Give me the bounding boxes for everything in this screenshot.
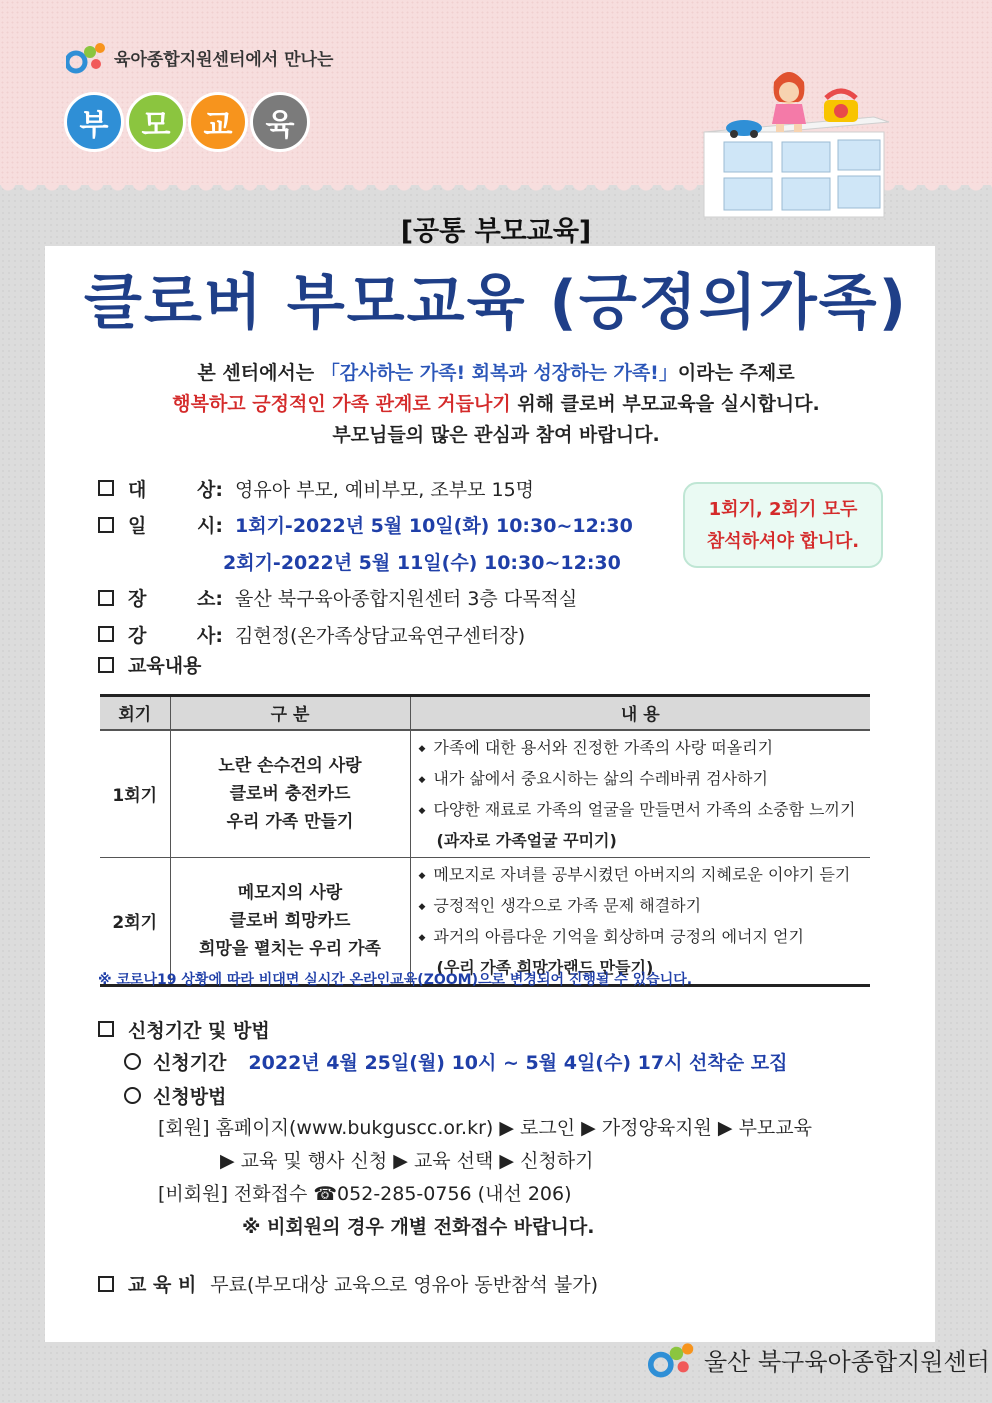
- circle-bullet-icon: [124, 1053, 141, 1070]
- title-circles: [64, 92, 310, 152]
- content-item: ◆ 긍정적인 생각으로 가족 문제 해결하기: [419, 892, 863, 923]
- apply-period-label: 신청기간: [153, 1051, 227, 1074]
- info-date-label: [128, 511, 223, 538]
- circle-gyo: 교: [188, 92, 248, 152]
- apply-method: [124, 1078, 812, 1112]
- apply-period-value: 2022년 4월 25일(월) 10시 ~ 5월 4일(수) 17시 선착순 모집: [248, 1051, 788, 1074]
- intro-line3: 부모님들의 많은 관심과 참여 바랍니다.: [332, 424, 660, 446]
- label-part: 사:: [197, 624, 223, 647]
- section-item: 우리 가족 만들기: [226, 811, 354, 832]
- content-item: ◆ 다양한 재료로 가족의 얼굴을 만들면서 가족의 소중함 느끼기: [419, 796, 863, 827]
- header-subtitle: 육아종합지원센터에서 만나는: [114, 49, 334, 70]
- content-heading: [98, 651, 201, 678]
- intro-highlight: 행복하고 긍정적인 가족 관계로 거듭나기: [172, 393, 511, 415]
- section-item: 클로버 희망카드: [229, 910, 351, 931]
- nonmember-method: [비회원] 전화접수 ☎052-285-0756 (내선 206): [158, 1183, 572, 1205]
- header-round: 회기: [100, 696, 170, 730]
- checkbox-icon: [98, 1276, 114, 1292]
- circle-bu: 부: [64, 92, 124, 152]
- label-part: 소:: [197, 588, 223, 611]
- member-method-line1: [회원] 홈페이지(www.bukguscc.or.kr) ▶ 로그인 ▶ 가정양육지원 ▶ 부모교육: [158, 1117, 812, 1139]
- label-part: 대: [128, 478, 147, 501]
- fee-row: [98, 1270, 598, 1297]
- checkbox-icon: [98, 626, 114, 642]
- content-item: ◆ 메모지로 자녀를 공부시켰던 아버지의 지혜로운 이야기 듣기: [419, 861, 863, 892]
- content-item: ◆ 과거의 아름다운 기억을 회상하며 긍정의 에너지 얻기: [419, 923, 863, 954]
- row-contents: [410, 730, 870, 858]
- content-item: ◆ 내가 삶에서 중요시하는 삶의 수레바퀴 검사하기: [419, 765, 863, 796]
- info-date: [98, 507, 633, 544]
- footer-org-name: 울산 북구육아종합지원센터: [704, 1347, 990, 1376]
- info-list: [98, 470, 633, 653]
- covid-note: ※ 코로나19 상황에 따라 비대면 실시간 온라인교육(ZOOM)으로 변경되어 진행될 수 있습니다.: [98, 972, 693, 988]
- fee-value: 무료(부모대상 교육으로 영유아 동반참석 불가): [210, 1274, 599, 1296]
- page-title: 클로버 부모교육 (긍정의가족): [83, 268, 909, 338]
- member-method-line2: ▶ 교육 및 행사 신청 ▶ 교육 선택 ▶ 신청하기: [220, 1150, 594, 1172]
- section-item: 노란 손수건의 사랑: [218, 755, 362, 776]
- info-target-value: 영유아 부모, 예비부모, 조부모 15명: [235, 478, 535, 501]
- row-sections: [170, 730, 410, 858]
- label-part: 상:: [197, 478, 223, 501]
- info-target-label: [128, 475, 223, 502]
- apply-heading-label: 신청기간 및 방법: [128, 1019, 270, 1042]
- method-details: [158, 1112, 812, 1244]
- info-place-value: 울산 북구육아종합지원센터 3층 다목적실: [235, 588, 578, 611]
- category-label: [공통 부모교육]: [400, 216, 592, 247]
- table-row: [100, 857, 870, 985]
- section-item: 클로버 충전카드: [229, 783, 351, 804]
- table-row: [100, 730, 870, 858]
- circle-bullet-icon: [124, 1087, 141, 1104]
- content-item: ◆ 가족에 대한 용서와 진정한 가족의 사랑 떠올리기: [419, 734, 863, 765]
- info-lecturer-label: [128, 621, 223, 648]
- row-round: 1회기: [100, 730, 170, 858]
- intro-line1-post: 이라는 주제로: [677, 362, 795, 384]
- label-part: 시:: [197, 515, 223, 538]
- checkbox-icon: [98, 1021, 114, 1037]
- info-lecturer: [98, 616, 633, 653]
- checkbox-icon: [98, 517, 114, 533]
- toy-shelf-illustration: [694, 62, 894, 222]
- intro-text: [0, 358, 992, 451]
- circle-mo: 모: [126, 92, 186, 152]
- content-activity: (우리 가족 희망가랜드 만들기): [436, 957, 654, 977]
- intro-line2-post: 위해 클로버 부모교육을 실시합니다.: [510, 393, 820, 415]
- info-lecturer-value: 김현정(온가족상담교육연구센터장): [235, 624, 526, 647]
- row-round: 2회기: [100, 857, 170, 985]
- apply-heading: [98, 1014, 812, 1044]
- info-place: [98, 580, 633, 617]
- info-target: [98, 470, 633, 507]
- label-part: 일: [128, 515, 147, 538]
- nonmember-note: ※ 비회원의 경우 개별 전화접수 바랍니다.: [242, 1216, 595, 1238]
- info-date1-value: 1회기-2022년 5월 10일(화) 10:30~12:30: [235, 515, 633, 538]
- content-heading-label: 교육내용: [128, 655, 202, 677]
- apply-section: [98, 1014, 812, 1244]
- apply-period: [124, 1044, 812, 1078]
- schedule-table: [100, 694, 870, 987]
- label-part: 장: [128, 588, 147, 611]
- section-item: 희망을 펼치는 우리 가족: [199, 938, 381, 959]
- notice-line2: 참석하셔야 합니다.: [706, 531, 860, 552]
- checkbox-icon: [98, 590, 114, 606]
- header-content: 내 용: [410, 696, 870, 730]
- intro-line1-pre: 본 센터에서는: [197, 362, 321, 384]
- sprout-logo-icon: [648, 1340, 696, 1378]
- footer-logo: [648, 1340, 990, 1378]
- info-date2-value: 2회기-2022년 5월 11일(수) 10:30~12:30: [223, 551, 621, 574]
- row-contents: [410, 857, 870, 985]
- sprout-logo-icon: [66, 40, 106, 74]
- row-sections: [170, 857, 410, 985]
- checkbox-icon: [98, 657, 114, 673]
- fee-label: 교 육 비: [128, 1274, 197, 1296]
- notice-line1: 1회기, 2회기 모두: [708, 499, 858, 520]
- header-section: 구 분: [170, 696, 410, 730]
- attendance-notice: [683, 482, 883, 568]
- intro-theme: 「감사하는 가족! 회복과 성장하는 가족!」: [320, 362, 678, 384]
- table-header-row: [100, 696, 870, 730]
- apply-method-label: 신청방법: [153, 1085, 227, 1108]
- content-activity: (과자로 가족얼굴 꾸미기): [436, 830, 617, 850]
- info-date2: [98, 543, 633, 580]
- label-part: 강: [128, 624, 147, 647]
- circle-yuk: 육: [250, 92, 310, 152]
- info-place-label: [128, 584, 223, 611]
- header-logo: [66, 40, 333, 74]
- checkbox-icon: [98, 480, 114, 496]
- section-item: 메모지의 사랑: [237, 882, 343, 903]
